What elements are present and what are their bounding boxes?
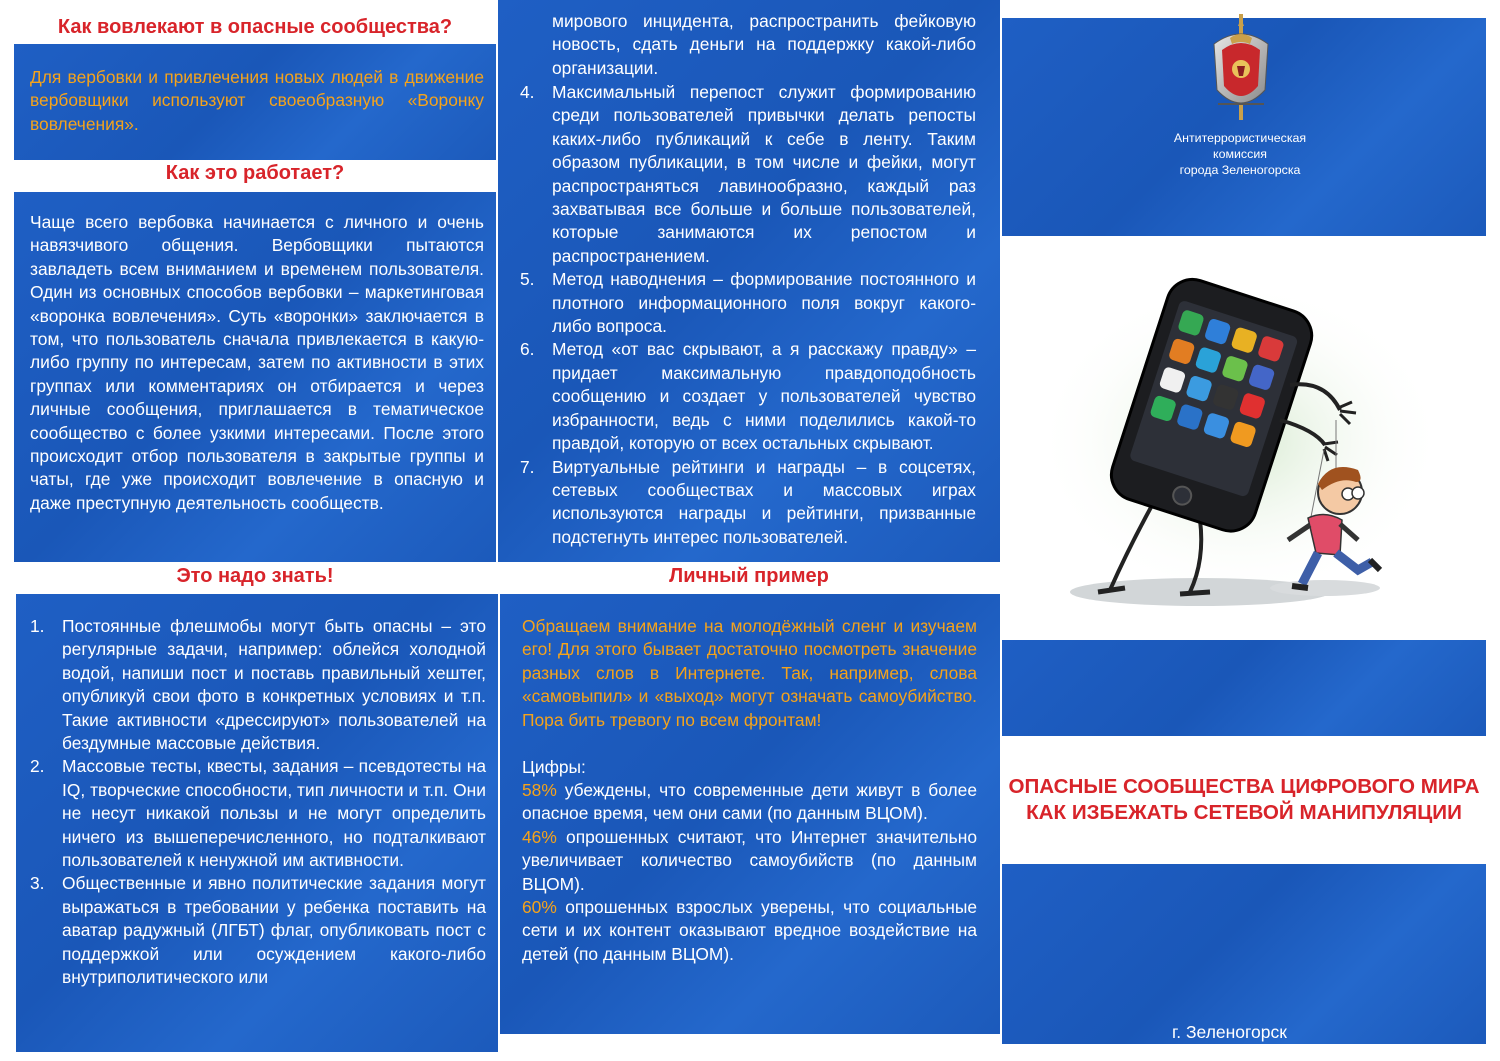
- stat-item: [522, 896, 977, 966]
- list-item-text: Массовые тесты, квесты, задания – псевдотесты на IQ, творческие способности, тип личности и т.п. Они не несут никакой пользы и не могут определить ничего из вышеперечисленного, но подталкивают пользователей к ненужной им активности.: [62, 756, 486, 871]
- list-item: [520, 338, 976, 455]
- heading-how-works: Как это работает?: [165, 162, 345, 184]
- org-line: города Зеленогорска: [1179, 163, 1301, 177]
- title-text: [1004, 774, 1484, 826]
- list-item: [520, 456, 976, 550]
- intro-text: Для вербовки и привлечения новых людей в движение вербовщики используют своеобразную «Воронку вовлечения».: [30, 67, 484, 134]
- list-item-text: Метод «от вас скрывают, а я расскажу правду» – придает максимальную правдоподобность сообщению и создает у пользователей чувство избранности, ведь с ними поделились какой-то правдой, которую от всех остальных скрывают.: [552, 339, 976, 454]
- list-item: [520, 81, 976, 268]
- org-line: комиссия: [1213, 147, 1267, 161]
- brochure-title: [1004, 736, 1484, 864]
- list-item-number: 5.: [520, 269, 535, 290]
- list-item-text: Постоянные флешмобы могут быть опасны – это регулярные задачи, например: облейся холодной водой, напиши пост и поставь правильный хештег, опубликуй свои фото в конкретных условиях и т.п. Такие активности «дрессируют» пользователей на бездумные массовые действия.: [62, 616, 486, 754]
- organization-name: [1140, 130, 1340, 178]
- list-item-text: Общественные и явно политические задания могут выражаться в требовании у ребенка поставить на аватар радужный (ЛГБТ) флаг, опубликовать пост с поддержкой или осуждением какого-либо внутриполитического или: [62, 873, 486, 988]
- fsb-emblem-icon: [1208, 14, 1274, 124]
- how-works-text: Чаще всего вербовка начинается с личного и очень навязчивого общения. Вербовщики пытаются завладеть всем вниманием и временем пользователя. Один из основных способов вербовки – маркетинговая «воронка вовлечения». Суть «воронки» заключается в том, что пользователь сначала привлекается в какую-либо группу по интересам, затем по активности в этих группах или комментариях он отбирается и через личные сообщения, приглашается в тематическое сообщество с более узкими интересами. После этого происходит отбор пользователя в закрытые группы и чаты, где уже происходит вовлечение в опасную и даже преступную деятельность сообществ.: [30, 212, 484, 513]
- continued-text: [552, 10, 976, 80]
- methods-list: [520, 81, 976, 549]
- example-text: Обращаем внимание на молодёжный сленг и изучаем его! Для этого бывает достаточно посмотреть значение разных слов в Интернете. Так, например, слова «самовыпил» и «выход» могут означать самоубийство. Пора бить тревогу по всем фронтам!: [522, 616, 977, 730]
- panel3-bottom-box: [1002, 864, 1486, 1044]
- heading-need-to-know: Это надо знать!: [176, 565, 334, 587]
- org-line: Антитеррористическая: [1173, 131, 1307, 145]
- panel3-stripe-box: [1002, 640, 1486, 736]
- list-item-text: Виртуальные рейтинги и награды – в соцсетях, сетевых сообществах и массовых играх используются награды и рейтинги, призванные подстегнуть интерес пользователей.: [552, 456, 976, 547]
- stat-item: [522, 779, 977, 826]
- stats-title: Цифры:: [522, 757, 586, 777]
- list-item-text: Метод наводнения – формирование постоянного и плотного информационного поля вокруг какого-либо вопроса.: [552, 269, 976, 337]
- list-item-number: 2.: [30, 756, 45, 777]
- title-line: КАК ИЗБЕЖАТЬ СЕТЕВОЙ МАНИПУЛЯЦИИ: [1026, 801, 1462, 824]
- know-list: [30, 615, 486, 990]
- heading-how-recruit: Как вовлекают в опасные сообщества?: [57, 16, 453, 38]
- list-item-number: 7.: [520, 456, 535, 477]
- stat-text: убеждены, что современные дети живут в более опасное время, чем они сами (по данным ВЦОМ).: [522, 780, 977, 824]
- heading-personal-example: Личный пример: [669, 565, 829, 587]
- list-item: [30, 755, 486, 872]
- stat-percent: 46%: [522, 826, 557, 847]
- phone-monster-illustration: [1040, 270, 1460, 615]
- list-item: [30, 872, 486, 989]
- stat-percent: 60%: [522, 897, 557, 918]
- list-item-number: 3.: [30, 873, 45, 894]
- stats-list: [522, 779, 977, 966]
- city-name: г. Зеленогорск: [1172, 1022, 1287, 1042]
- stat-item: [522, 826, 977, 896]
- list-item: [30, 615, 486, 755]
- stat-text: опрошенных считают, что Интернет значительно увеличивает количество самоубийств (по данным ВЦОМ).: [522, 826, 977, 894]
- list-item-text: Максимальный перепост служит формированию среди пользователей привычки делать репосты каких-либо публикаций к себе в ленту. Таким образом публикации, в том числе и фейки, могут распространяться лавинообразно, каждый раз захватывая все больше и больше пользователей, которые занимаются их репостом и распространением.: [552, 82, 976, 266]
- list-item-number: 4.: [520, 82, 535, 102]
- stat-text: опрошенных взрослых уверены, что социальные сети и их контент оказывают вредное воздействие на детей (по данным ВЦОМ).: [522, 897, 977, 964]
- list-item-number: 6.: [520, 339, 535, 360]
- continued-text-span: мирового инцидента, распространить фейковую новость, сдать деньги на поддержку какой-либо организации.: [552, 11, 976, 78]
- list-item: [520, 268, 976, 338]
- stat-percent: 58%: [522, 780, 557, 800]
- list-item-number: 1.: [30, 616, 45, 636]
- title-line: ОПАСНЫЕ СООБЩЕСТВА ЦИФРОВОГО МИРА: [1008, 775, 1480, 798]
